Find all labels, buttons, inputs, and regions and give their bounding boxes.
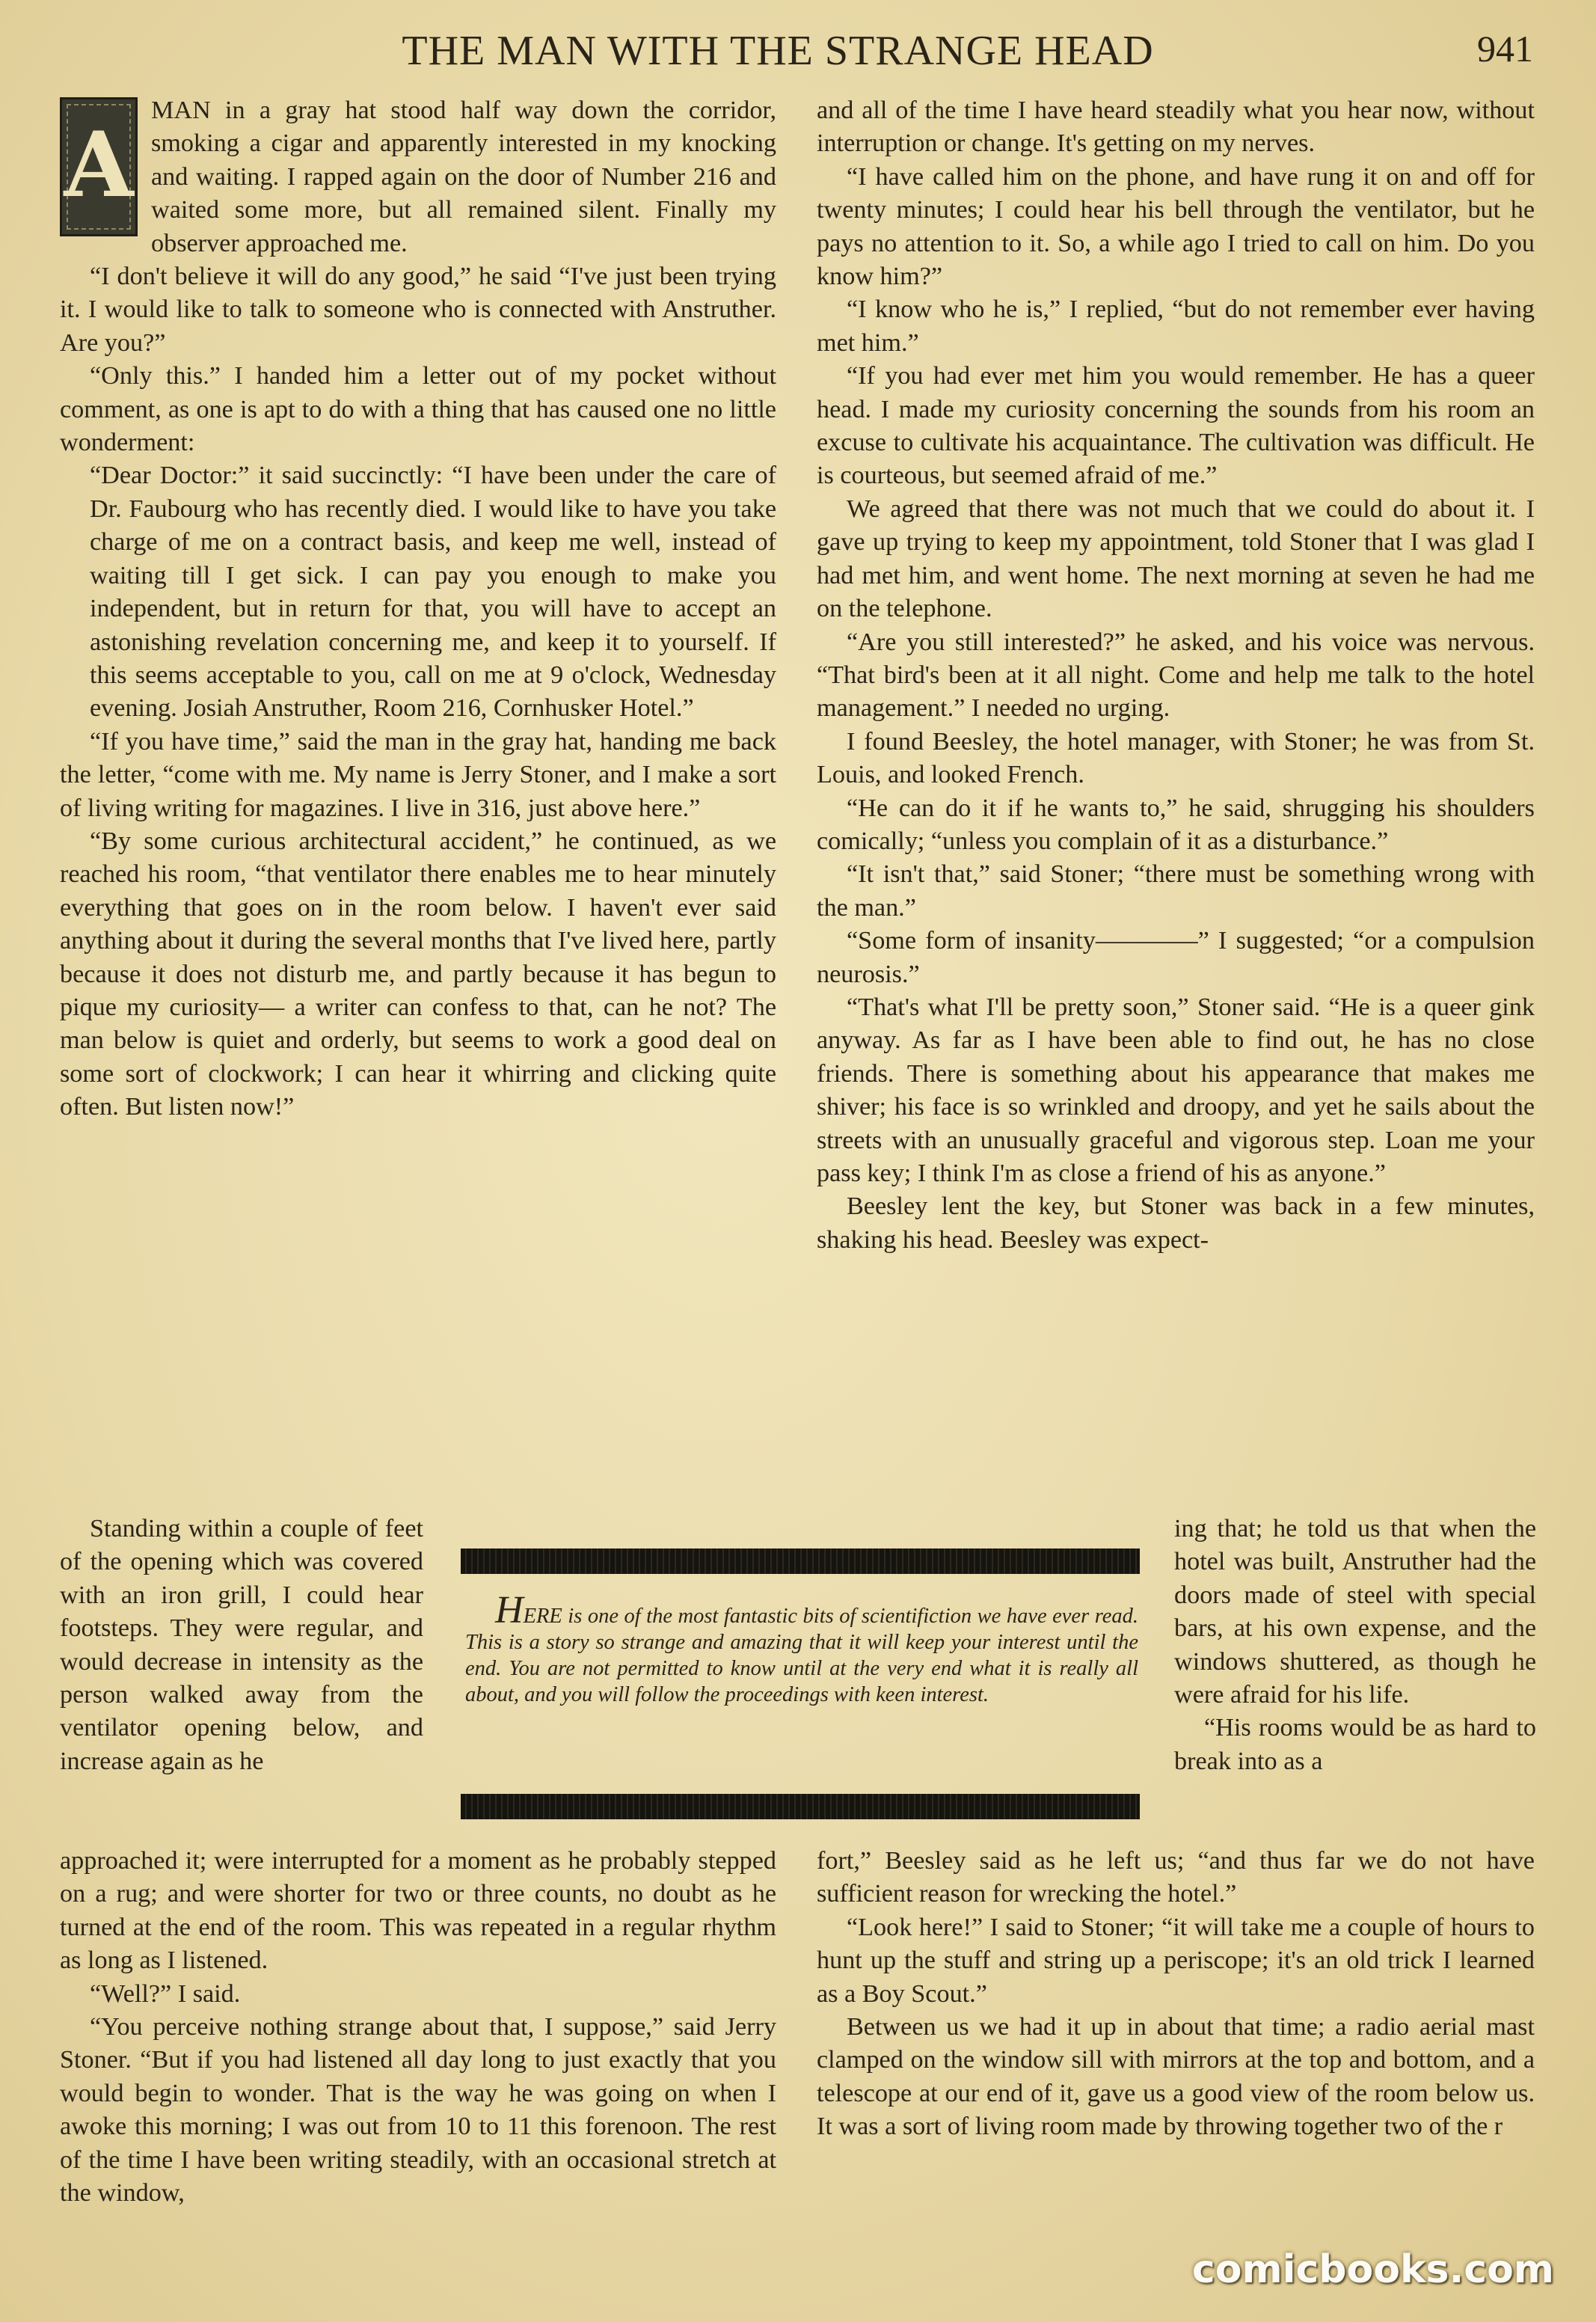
paragraph: “Only this.” I handed him a letter out of my pocket without comment, as one is apt to do with a thing that has caused one no little wonderment: xyxy=(60,362,776,457)
right-column-bottom xyxy=(817,1845,1535,2144)
decorative-rule-bottom xyxy=(461,1794,1140,1819)
opening-paragraph xyxy=(60,94,776,260)
editor-blurb-box xyxy=(461,1548,1140,1833)
paragraph: Between us we had it up in about that time; a radio aerial mast clamped on the window sill with mirrors at the top and bottom, and a telescope at our end of it, gave us a good view of the room below us. It was a sort of living room made by throwing together two of the r xyxy=(817,2013,1535,2141)
quoted-letter: “Dear Doctor:” it said succinctly: “I have been under the care of Dr. Faubourg who has recently died. I would like to have you take charge of me on a contract basis, and keep me well, instead of waiting till I get sick. I can pay you enough to make you independent, but in return for that, you will have to accept an astonishing revelation concerning me, and keep it to yourself. If this seems acceptable to you, call on me at 9 o'clock, Wednesday evening. Josiah Anstruther, Room 216, Cornhusker Hotel.” xyxy=(90,462,776,723)
paragraph: Standing within a couple of feet of the opening which was covered with an iron grill, I could hear footsteps. They were regular, and would decrease in intensity as the person walked away from the ventilator opening below, and increase again as he xyxy=(60,1515,423,1775)
paragraph: “I have called him on the phone, and have rung it on and off for twenty minutes; I could hear his bell through the ventilator, but he pays no attention to it. So, a while ago I tried to call on him. Do you know him?” xyxy=(817,162,1535,291)
paragraph: Beesley lent the key, but Stoner was back in a few minutes, shaking his head. Beesley was expect- xyxy=(817,1192,1535,1254)
paragraph: “Are you still interested?” he asked, and his voice was nervous. “That bird's been at it all night. Come and help me talk to the hotel management.” I needed no urging. xyxy=(817,628,1535,723)
paragraph: “It isn't that,” said Stoner; “there must be something wrong with the man.” xyxy=(817,860,1535,922)
paragraph: We agreed that there was not much that we could do about it. I gave up trying to keep my appointment, told Stoner that I was glad I had met him, and went home. The next morning at seven he had me on the telephone. xyxy=(817,494,1535,623)
blurb-text xyxy=(465,1589,1138,1708)
paragraph-text: MAN in a gray hat stood half way down the corridor, smoking a cigar and apparently interested in my knocking and waiting. I rapped again on the door of Number 216 and waited some more, but all remained silent. Finally my observer approached me. xyxy=(151,97,776,257)
page-number: 941 xyxy=(1477,28,1533,70)
page-header xyxy=(52,27,1548,87)
paragraph: “By some curious architectural accident,” he continued, as we reached his room, “that ventilator there enables me to hear minutely everything that goes on in the room below. I haven't ever said anything about it during the several months that I've lived here, partly because it does not disturb me, and partly because it has begun to pique my curiosity— a writer can confess to that, can he not? The man below is quiet and orderly, but seems to work a good deal on some sort of clockwork; I can hear it whirring and clicking quite often. But listen now!” xyxy=(60,827,776,1121)
decorative-rule-top xyxy=(461,1548,1140,1574)
story-title: THE MAN WITH THE STRANGE HEAD xyxy=(402,28,1154,74)
paragraph: “That's what I'll be pretty soon,” Stoner said. “He is a queer gink anyway. As far as I have been able to find out, he has no close friends. There is something about his appearance that makes me shiver; his face is so wrinkled and droopy, and yet he sails about the streets with an unusually graceful and vigorous step. Loan me your pass key; I think I'm as close a friend of his as anyone.” xyxy=(817,993,1535,1187)
ornamental-dropcap xyxy=(60,97,138,236)
left-column-bottom xyxy=(60,1845,776,2210)
blurb-body: ERE is one of the most fantastic bits of scientifiction we have ever read. This is a story so strange and amazing that it will keep your interest until the end. You are not permitted to know until at the very end what it is really all about, and you will follow the proceedings with keen interest. xyxy=(465,1605,1138,1706)
right-column xyxy=(817,94,1535,1257)
left-column xyxy=(60,94,776,1124)
dropcap-letter: A xyxy=(64,112,134,218)
paragraph: “I don't believe it will do any good,” he said “I've just been trying it. I would like to talk to someone who is connected with Anstruther. Are you?” xyxy=(60,263,776,357)
paragraph: “He can do it if he wants to,” he said, shrugging his shoulders comically; “unless you complain of it as a disturbance.” xyxy=(817,794,1535,855)
paragraph: “Some form of insanity————” I suggested; “or a compulsion neurosis.” xyxy=(817,927,1535,988)
paragraph: “His rooms would be as hard to break into as a xyxy=(1174,1714,1536,1775)
blurb-initial: H xyxy=(495,1589,524,1632)
paragraph: “If you have time,” said the man in the gray hat, handing me back the letter, “come with me. My name is Jerry Stoner, and I make a sort of living writing for magazines. I live in 316, just above here.” xyxy=(60,727,776,822)
paragraph-continuation: fort,” Beesley said as he left us; “and thus far we do not have sufficient reason for wrecking the hotel.” xyxy=(817,1847,1535,1908)
paragraph: “Look here!” I said to Stoner; “it will take me a couple of hours to hunt up the stuff and string up a periscope; it's an old trick I learned as a Boy Scout.” xyxy=(817,1913,1535,2008)
paragraph: “Well?” I said. xyxy=(90,1979,241,2008)
paragraph-continuation: approached it; were interrupted for a moment as he probably stepped on a rug; and were shorter for two or three counts, no doubt as he turned at the end of the room. This was repeated in a regular rhythm as long as I listened. xyxy=(60,1847,776,1975)
paragraph: “I know who he is,” I replied, “but do not remember ever having met him.” xyxy=(817,295,1535,357)
paragraph-continuation: and all of the time I have heard steadily what you hear now, without interruption or change. It's getting on my nerves. xyxy=(817,97,1535,158)
paragraph: “If you had ever met him you would remember. He has a queer head. I made my curiosity concerning the sounds from his room an excuse to cultivate his acquaintance. The cultivation was difficult. He is courteous, but seemed afraid of me.” xyxy=(817,362,1535,490)
paragraph-continuation: ing that; he told us that when the hotel was built, Anstruther had the doors made of steel with special bars, at his own expense, and the windows shuttered, as though he were afraid for his life. xyxy=(1174,1515,1536,1709)
paragraph: I found Beesley, the hotel manager, with Stoner; he was from St. Louis, and looked French. xyxy=(817,727,1535,789)
paragraph: “You perceive nothing strange about that, I suppose,” said Jerry Stoner. “But if you had listened all day long to just exactly that you would begin to wonder. That is the way he was going on when I awoke this morning; I was out from 10 to 11 this forenoon. The rest of the time I have been writing steadily, with an occasional stretch at the window, xyxy=(60,2013,776,2208)
site-watermark: comicbooks.com xyxy=(1191,2247,1554,2292)
left-narrow-column xyxy=(60,1513,423,1778)
right-narrow-column xyxy=(1174,1513,1536,1778)
